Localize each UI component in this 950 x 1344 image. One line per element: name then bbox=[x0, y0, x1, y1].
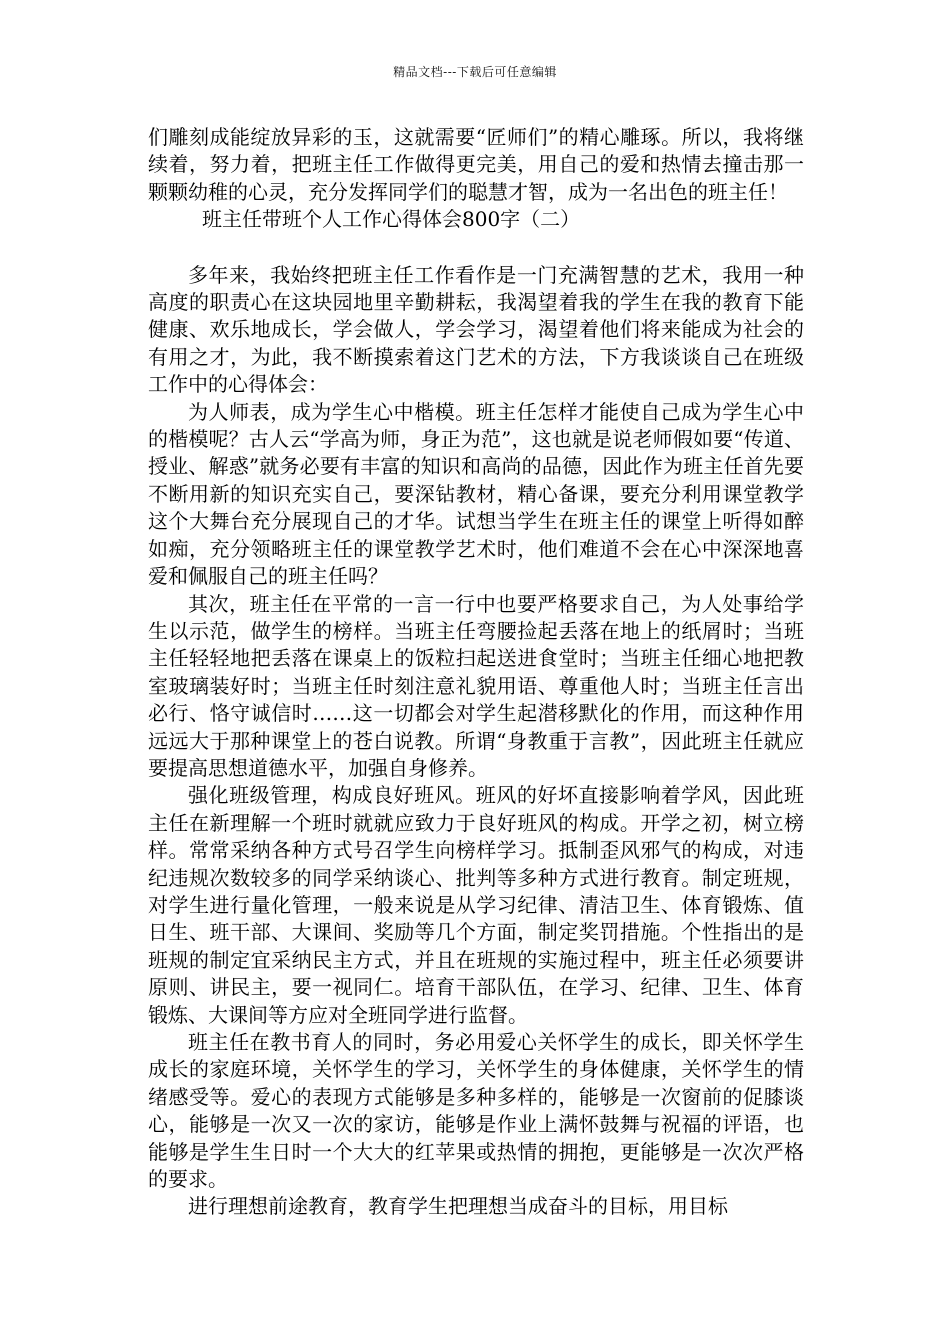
paragraph: 其次，班主任在平常的一言一行中也要严格要求自己，为人处事给学生以示范，做学生的榜样。当班主任弯腰捡起丢落在地上的纸屑时；当班主任轻轻地把丢落在课桌上的饭粒扫起送进食堂时；当班主任细心地把教室玻璃装好时；当班主任时刻注意礼貌用语、尊重他人时；当班主任言出必行、恪守诚信时……这一切都会对学生起潜移默化的作用，而这种作用远远大于那种课堂上的苍白说教。所谓“身教重于言教”，因此班主任就应要提高思想道德水平，加强自身修养。 bbox=[148, 591, 804, 780]
continuation-paragraph: 们雕刻成能绽放异彩的玉，这就需要“匠师们”的精心雕琢。所以，我将继续着，努力着，把班主任工作做得更完美，用自己的爱和热情去撞击那一颗颗幼稚的心灵，充分发挥同学们的聪慧才智，成为一名出色的班主任！ bbox=[148, 125, 804, 204]
blank-line bbox=[148, 234, 804, 262]
paragraph: 多年来，我始终把班主任工作看作是一门充满智慧的艺术，我用一种高度的职责心在这块园地里辛勤耕耘，我渴望着我的学生在我的教育下能健康、欢乐地成长，学会做人，学会学习，渴望着他们将来能成为社会的有用之才，为此，我不断摸索着这门艺术的方法，下方我谈谈自己在班级工作中的心得体会： bbox=[148, 262, 804, 397]
page-header: 精品文档---下载后可任意编辑 bbox=[393, 65, 557, 79]
section-title: 班主任带班个人工作心得体会800字（二） bbox=[202, 207, 581, 232]
paragraph: 为人师表，成为学生心中楷模。班主任怎样才能使自己成为学生心中的楷模呢？古人云“学高为师，身正为范”，这也就是说老师假如要“传道、授业、解惑”就务必要有丰富的知识和高尚的品德，因此作为班主任首先要不断用新的知识充实自己，要深钻教材，精心备课，要充分利用课堂教学这个大舞台充分展现自己的才华。试想当学生在班主任的课堂上听得如醉如痴，充分领略班主任的课堂教学艺术时，他们难道不会在心中深深地喜爱和佩服自己的班主任吗？ bbox=[148, 399, 804, 589]
paragraph: 班主任在教书育人的同时，务必用爱心关怀学生的成长，即关怀学生成长的家庭环境，关怀学生的学习，关怀学生的身体健康，关怀学生的情绪感受等。爱心的表现方式能够是多种多样的，能够是一次窗前的促膝谈心，能够是一次又一次的家访，能够是作业上满怀鼓舞与祝福的评语，也能够是学生生日时一个大大的红苹果或热情的拥抱，更能够是一次次严格的要求。 bbox=[148, 1030, 804, 1192]
paragraph: 进行理想前途教育，教育学生把理想当成奋斗的目标，用目标 bbox=[188, 1194, 728, 1219]
paragraph: 强化班级管理，构成良好班风。班风的好坏直接影响着学风，因此班主任在新理解一个班时就就应致力于良好班风的构成。开学之初，树立榜样。常常采纳各种方式号召学生向榜样学习。抵制歪风邪气的构成，对违纪违规次数较多的同学采纳谈心、批判等多种方式进行教育。制定班规，对学生进行量化管理，一般来说是从学习纪律、清洁卫生、体育锻炼、值日生、班干部、大课间、奖励等几个方面，制定奖罚措施。个性指出的是班规的制定宜采纳民主方式，并且在班规的实施过程中，班主任必须要讲原则、讲民主，要一视同仁。培育干部队伍，在学习、纪律、卫生、体育锻炼、大课间等方应对全班同学进行监督。 bbox=[148, 783, 804, 1027]
document-body bbox=[148, 124, 804, 1221]
